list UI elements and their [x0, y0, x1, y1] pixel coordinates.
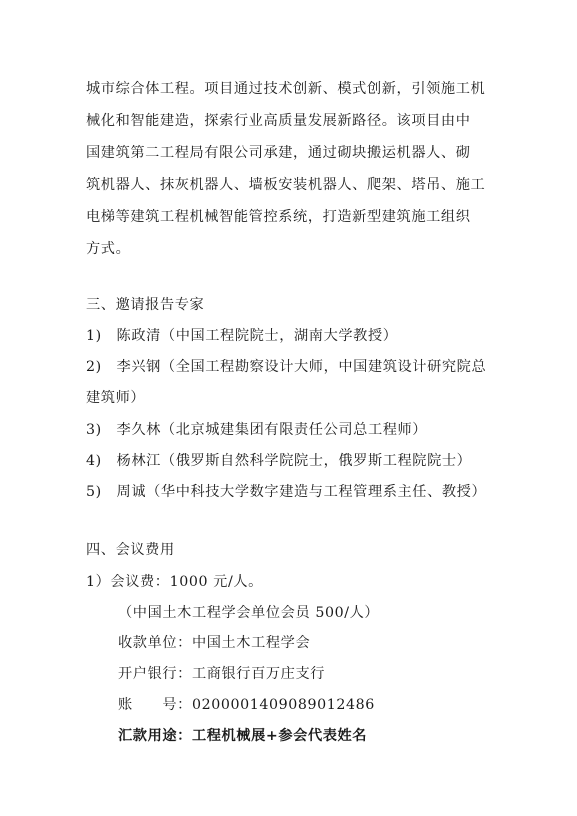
expert-item: 2) 李兴钢（全国工程勘察设计大师，中国建筑设计研究院总: [86, 359, 487, 375]
paragraph-line: 筑机器人、抹灰机器人、墙板安装机器人、爬架、塔吊、施工: [86, 177, 486, 193]
expert-item: 5) 周诚（华中科技大学数字建造与工程管理系主任、教授）: [86, 484, 487, 500]
payee-line: 收款单位：中国土木工程学会: [118, 635, 311, 651]
purpose-line: 汇款用途：工程机械展+参会代表姓名: [118, 728, 368, 744]
paragraph-line: 城市综合体工程。项目通过技术创新、模式创新，引领施工机: [86, 81, 486, 97]
member-fee-line: （中国土木工程学会单位会员 500/人）: [118, 605, 380, 621]
paragraph-line: 械化和智能建造，探索行业高质量发展新路径。该项目由中: [86, 113, 471, 129]
fee-line: 1）会议费：1000 元/人。: [86, 574, 263, 590]
bank-line: 开户银行：工商银行百万庄支行: [118, 666, 326, 682]
account-line: 账 号：0200001409089012486: [118, 697, 375, 713]
expert-item: 1) 陈政清（中国工程院院士，湖南大学教授）: [86, 328, 398, 344]
paragraph-line: 方式。: [86, 241, 131, 257]
paragraph-line: 电梯等建筑工程机械智能管控系统，打造新型建筑施工组织: [86, 209, 471, 225]
paragraph-line: 国建筑第二工程局有限公司承建，通过砌块搬运机器人、砌: [86, 145, 471, 161]
section-heading-fees: 四、会议费用: [86, 542, 175, 558]
expert-item-continuation: 建筑师）: [86, 390, 146, 406]
section-heading-experts: 三、邀请报告专家: [86, 297, 205, 313]
expert-item: 4) 杨林江（俄罗斯自然科学院院士，俄罗斯工程院院士）: [86, 453, 472, 469]
expert-item: 3) 李久林（北京城建集团有限责任公司总工程师）: [86, 422, 428, 438]
